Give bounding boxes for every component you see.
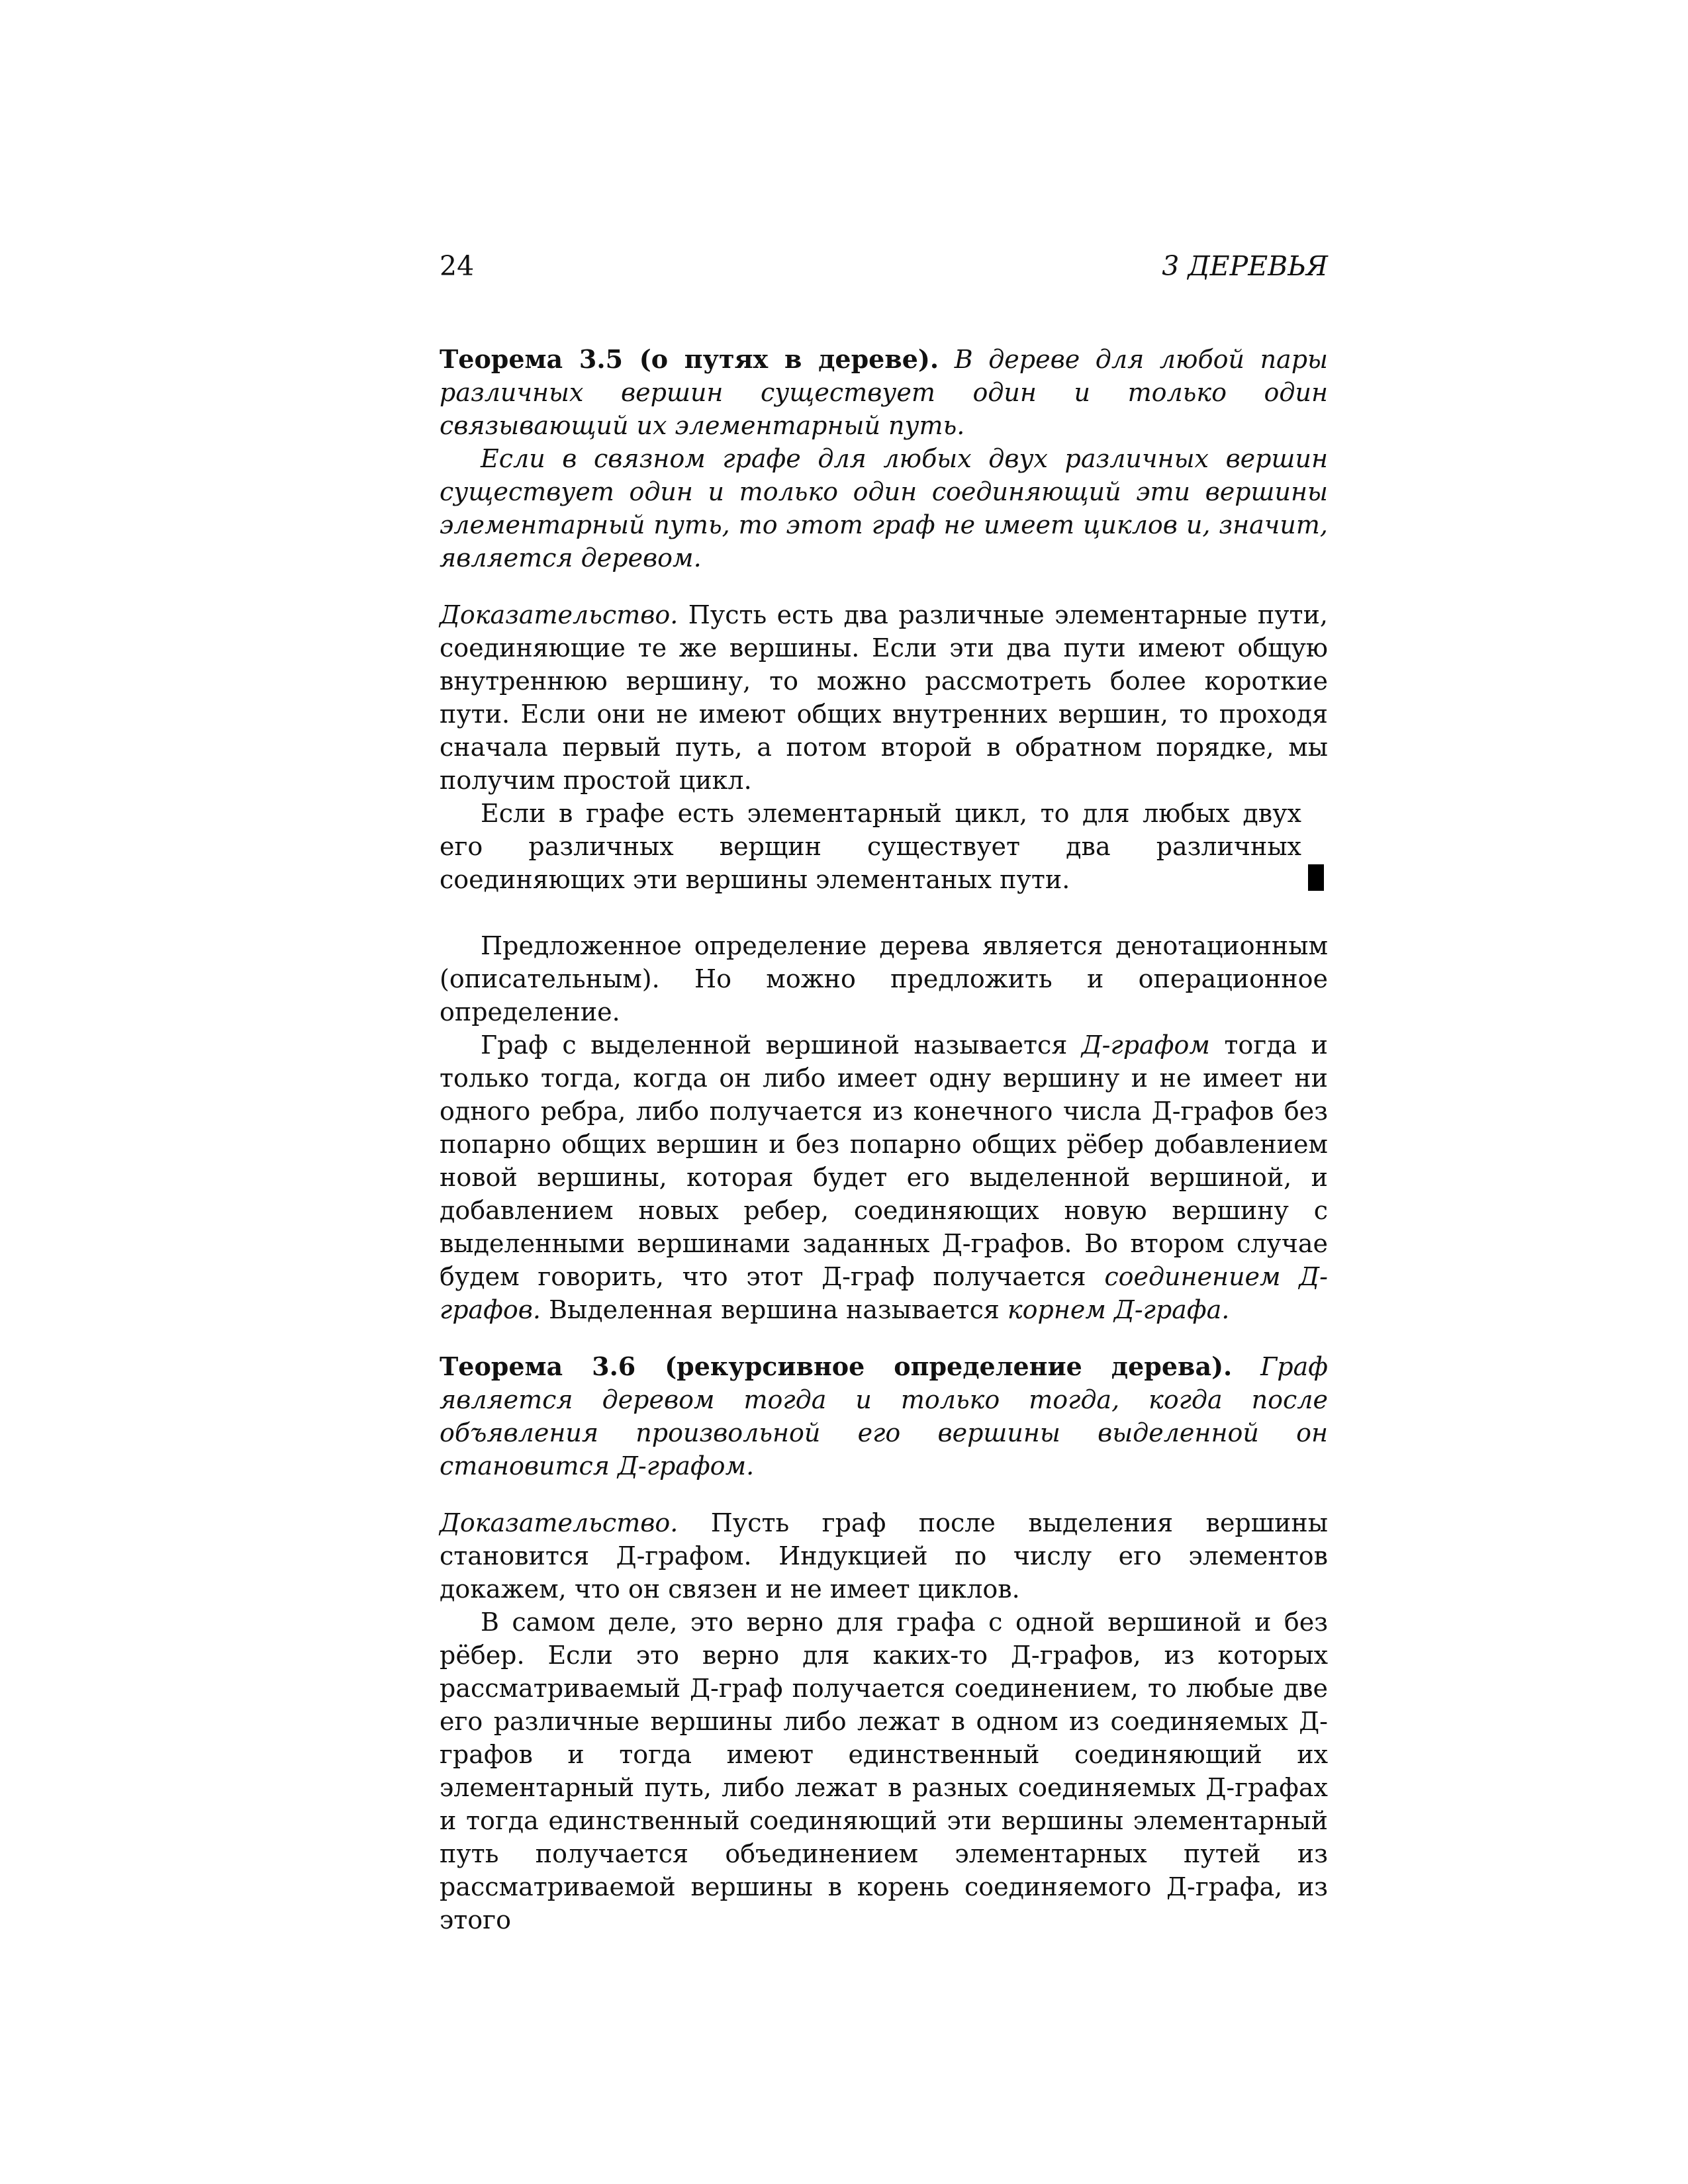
theorem-3-5-statement: В дереве для любой пары различных вершин существует один и только один связывающий их элементарный путь. xyxy=(440,345,1328,440)
definition-paragraph-2 xyxy=(440,1028,1328,1326)
page-header xyxy=(440,246,1328,286)
page-body xyxy=(440,343,1328,1936)
proof-3-5-paragraph-1 xyxy=(440,598,1328,797)
theorem-3-6 xyxy=(440,1350,1328,1482)
page-number: 24 xyxy=(440,250,475,282)
proof-3-5-paragraph-2 xyxy=(440,797,1328,896)
qed-mark xyxy=(1308,864,1324,891)
term-d-graph-join: соединением Д-графов. xyxy=(440,1262,1328,1324)
proof-3-6-label: Доказательство. xyxy=(440,1508,679,1537)
proof-3-5-label: Доказательство. xyxy=(440,600,679,629)
definition-text-a: Граф с выделенной вершиной называется xyxy=(481,1030,1082,1060)
definition-paragraph-1: Предложенное определение дерева является денотационным (описательным). Но можно предложить и операционное определение. xyxy=(440,931,1328,1026)
theorem-3-5-converse: Если в связном графе для любых двух различных вершин существует один и только один соединяющий эти вершины элементарный путь, то этот граф не имеет циклов и, значит, является деревом. xyxy=(440,444,1328,572)
theorem-3-5-label: Теорема 3.5 (о путях в дереве). xyxy=(440,344,939,374)
theorem-3-6-statement: Граф является деревом тогда и только тогда, когда после объявления произвольной его вершины выделенной он становится Д-графом. xyxy=(440,1352,1328,1480)
term-d-graph: Д-графом xyxy=(1081,1030,1210,1060)
theorem-3-6-label: Теорема 3.6 (рекурсивное определение дерева). xyxy=(440,1351,1233,1381)
definition-text-c: Выделенная вершина называется xyxy=(541,1295,1008,1324)
proof-3-5-text-1: Пусть есть два различные элементарные пути, соединяющие те же вершины. Если эти два пути имеют общую внутреннюю вершину, то можно рассмотреть более короткие пути. Если они не имеют общих внутренних вершин, то проходя сначала первый путь, а потом второй в обратном порядке, мы получим простой цикл. xyxy=(440,600,1328,795)
term-d-graph-root: корнем Д-графа. xyxy=(1007,1295,1230,1324)
definition-text-b: тогда и только тогда, когда он либо имеет одну вершину и не имеет ни одного ребра, либо получается из конечного числа Д-графов без попарно общих вершин и без попарно общих рёбер добавлением новой вершины, которая будет его выделенной вершиной, и добавлением новых ребер, соединяющих новую вершину с выделенными вершинами заданных Д-графов. Во втором случае будем говорить, что этот Д-граф получается xyxy=(440,1030,1328,1291)
theorem-3-5 xyxy=(440,343,1328,442)
running-head: 3 ДЕРЕВЬЯ xyxy=(1162,250,1328,282)
proof-3-6-paragraph-1 xyxy=(440,1506,1328,1606)
proof-3-6-text-1: Пусть граф после выделения вершины становится Д-графом. Индукцией по числу его элементов докажем, что он связен и не имеет циклов. xyxy=(440,1508,1328,1604)
proof-3-6-paragraph-2: В самом деле, это верно для графа с одной вершиной и без рёбер. Если это верно для каких-то Д-графов, из которых рассматриваемый Д-граф получается соединением, то любые две его различные вершины либо лежат в одном из соединяемых Д-графов и тогда имеют единственный соединяющий их элементарный путь, либо лежат в разных соединяемых Д-графах и тогда единственный соединяющий эти вершины элементарный путь получается объединением элементарных путей из рассматриваемой вершины в корень соединяемого Д-графа, из этого xyxy=(440,1608,1328,1934)
proof-3-5-text-2: Если в графе есть элементарный цикл, то для любых двух его различных верщин существует два различных соединяющих эти вершины элементаных пути. xyxy=(440,799,1301,894)
